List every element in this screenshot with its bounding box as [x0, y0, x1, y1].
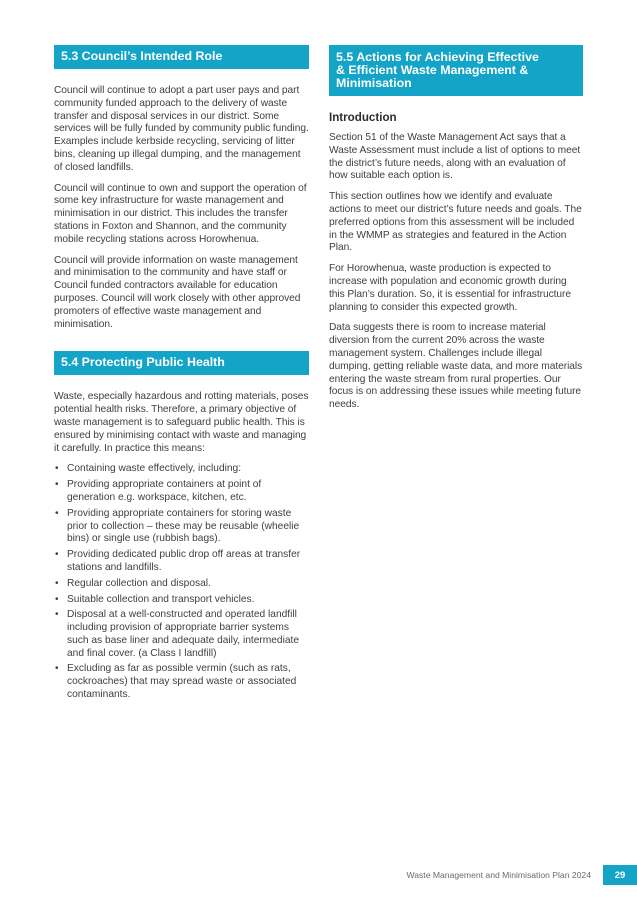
list-item: • Regular collection and disposal.	[55, 577, 211, 589]
list-item: • Providing dedicated public drop off areas at transfer stations and landfills.	[55, 549, 301, 573]
list-item: • Suitable collection and transport vehicles.	[55, 593, 255, 605]
bullet-icon: •	[55, 593, 59, 605]
section-5-3-paragraph-3: Council will provide information on waste management and minimisation to the community and have staff or Council funded contractors available for education purposes. Council will work closely with other approved promoters of effective waste management and minimisation.	[54, 254, 301, 330]
bullet-icon: •	[55, 609, 59, 621]
bullet-icon: •	[55, 507, 59, 519]
bullet-icon: •	[55, 663, 59, 675]
section-5-5-paragraph-1: Section 51 of the Waste Management Act says that a Waste Assessment must include a list of options to meet the district’s future needs, along with an evaluation of how suitable each option is.	[329, 132, 581, 182]
page-number: 29	[603, 865, 637, 885]
list-item: • Excluding as far as possible vermin (such as rats, cockroaches) that may spread waste or associated contaminants.	[55, 663, 297, 701]
public-health-list	[54, 463, 309, 702]
list-item: • Providing appropriate containers for storing waste prior to collection – these may be reusable (wheelie bins) or single use (rubbish bags).	[55, 507, 300, 545]
bullet-icon: •	[55, 549, 59, 561]
bullet-icon: •	[55, 479, 59, 491]
section-5-4-intro: Waste, especially hazardous and rotting materials, poses potential health risks. Therefore, a primary objective of waste management is to safeguard public health. This is ensured by minimising contact with waste and managing it carefully. In practice this means:	[54, 391, 309, 454]
section-5-3-paragraph-1: Council will continue to adopt a part user pays and part community funded approach to the delivery of waste transfer and disposal services in our district. Some services will be fully funded by community public funding. Examples include kerbside recycling, servicing of litter bins, cleaning up illegal dumping, and the management of closed landfills.	[54, 85, 309, 173]
section-5-5-heading-line-2: & Efficient Waste Management &	[336, 63, 529, 77]
section-5-5-heading-line-1: 5.5 Actions for Achieving Effective	[336, 50, 539, 64]
list-item: • Disposal at a well-constructed and operated landfill including provision of appropriate barrier systems such as base liner and adequate daily, intermediate and final cover. (a Class I landfill)	[55, 609, 300, 659]
bullet-icon: •	[55, 463, 59, 475]
page-footer	[406, 865, 637, 885]
list-item: • Providing appropriate containers at point of generation e.g. workspace, kitchen, etc.	[55, 479, 262, 503]
section-5-5-paragraph-4: Data suggests there is room to increase material diversion from the current 20% across the waste management system. Challenges include illegal dumping, getting reliable waste data, and more materials entering the waste stream from rural properties. Our focus is on addressing these issues while meeting future needs.	[329, 322, 583, 411]
section-5-3-paragraph-2: Council will continue to own and support the operation of some key infrastructure for waste management and minimisation in our district. This includes the transfer stations in Foxton and Shannon, and the community mobile recycling stations across Horowhenua.	[54, 182, 307, 245]
section-5-4-heading: 5.4 Protecting Public Health	[54, 351, 309, 375]
left-column	[54, 45, 309, 705]
section-5-5-paragraph-2: This section outlines how we identify and evaluate actions to meet our district’s future needs and goals. The preferred options from this assessment will be included in the WMMP as strategies and featured in the Action Plan.	[329, 191, 582, 254]
section-5-5-heading	[329, 45, 583, 96]
list-item: • Containing waste effectively, including:	[55, 463, 242, 475]
section-5-5-paragraph-3: For Horowhenua, waste production is expected to increase with population and economic growth during this Plan’s duration. So, it is essential for infrastructure planning to consider this expected growth.	[329, 263, 571, 313]
right-column	[329, 45, 583, 420]
section-5-5-heading-line-3: Minimisation	[336, 76, 412, 90]
section-5-3-heading: 5.3 Council’s Intended Role	[54, 45, 309, 69]
footer-document-title: Waste Management and Minimisation Plan 2024	[406, 870, 591, 880]
introduction-subheading: Introduction	[329, 111, 397, 124]
bullet-icon: •	[55, 577, 59, 589]
